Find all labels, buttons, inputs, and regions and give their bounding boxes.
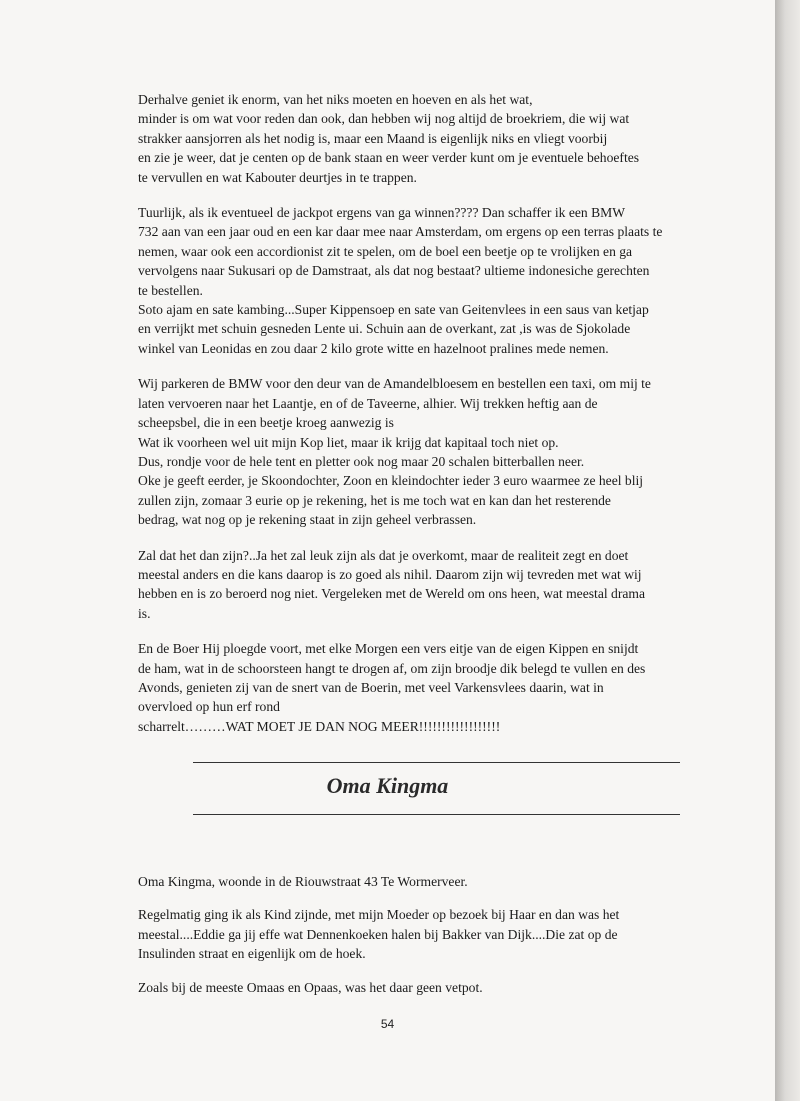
text-line: Dus, rondje voor de hele tent en pletter ook nog maar 20 schalen bitterballen neer. bbox=[138, 453, 585, 469]
text-line: Derhalve geniet ik enorm, van het niks moeten en hoeven en als het wat, bbox=[138, 92, 533, 107]
text-line: de ham, wat in de schoorsteen hangt te drogen af, om zijn broodje dik belegd te vullen en des bbox=[138, 660, 646, 676]
text-line: Wij parkeren de BMW voor den deur van de Amandelbloesem en bestellen een taxi, om mij te bbox=[138, 376, 651, 392]
text-line: Zal dat het dan zijn?..Ja het zal leuk zijn als dat je overkomt, maar de realiteit zegt en doet bbox=[138, 547, 629, 563]
text-line: Regelmatig ging ik als Kind zijnde, met mijn Moeder op bezoek bij Haar en dan was het bbox=[138, 907, 620, 923]
text-line: En de Boer Hij ploegde voort, met elke Morgen een vers eitje van de eigen Kippen en snijdt bbox=[138, 641, 639, 657]
text-line: scharrelt………WAT MOET JE DAN NOG MEER!!!!!!!!!!!!!!!!!! bbox=[138, 718, 501, 734]
page-edge-shadow bbox=[775, 0, 800, 1101]
text-line: Avonds, genieten zij van de snert van de Boerin, met veel Varkensvlees daarin, wat in bbox=[138, 679, 604, 695]
paragraph bbox=[138, 374, 698, 529]
body-text bbox=[138, 90, 698, 752]
text-line: te bestellen. bbox=[138, 282, 203, 298]
text-line: Oma Kingma, woonde in de Riouwstraat 43 Te Wormerveer. bbox=[138, 874, 468, 889]
text-line: vervolgens naar Sukusari op de Damstraat, als dat nog bestaat? ultieme indonesiche gerechten bbox=[138, 263, 650, 279]
paragraph bbox=[138, 905, 698, 963]
text-line: en zie je weer, dat je centen op de bank staan en weer verder kunt om je eventuele behoeftes bbox=[138, 150, 640, 166]
text-line: meestal....Eddie ga jij effe wat Dennenkoeken halen bij Bakker van Dijk....Die zat op de bbox=[138, 926, 618, 942]
paragraph bbox=[138, 639, 698, 736]
section-title: Oma Kingma bbox=[326, 773, 449, 798]
page-number: 54 bbox=[380, 1017, 395, 1031]
text-line: Soto ajam en sate kambing...Super Kippensoep en sate van Geitenvlees in een saus van ketjap bbox=[138, 302, 649, 318]
paragraph bbox=[138, 872, 698, 891]
text-line: nemen, waar ook een accordionist zit te spelen, om de boel een beetje op te vrolijken en ga bbox=[138, 243, 633, 259]
text-line: bedrag, wat nog op je rekening staat in zijn geheel verbrassen. bbox=[138, 512, 477, 528]
paragraph bbox=[138, 978, 698, 997]
text-line: overvloed op hun erf rond bbox=[138, 699, 280, 715]
text-line: minder is om wat voor reden dan ook, dan hebben wij nog altijd de broekriem, die wij wat bbox=[138, 111, 630, 127]
text-line: zullen zijn, zomaar 3 eurie op je rekening, het is me toch wat en kan dan het resterende bbox=[138, 492, 611, 508]
text-line: is. bbox=[138, 605, 151, 621]
text-line: strakker aansjorren als het nodig is, maar een Maand is eigenlijk niks en vliegt voorbij bbox=[138, 130, 608, 146]
text-line: 732 aan van een jaar oud en een kar daar mee naar Amsterdam, om ergens op een terras plaats te bbox=[138, 224, 663, 240]
paragraph bbox=[138, 203, 698, 358]
text-line: meestal anders en die kans daarop is zo goed als nihil. Daarom zijn wij tevreden met wat wij bbox=[138, 566, 642, 582]
text-line: Insulinden straat en eigenlijk om de hoek. bbox=[138, 946, 366, 962]
text-line: scheepsbel, die in een beetje kroeg aanwezig is bbox=[138, 415, 394, 431]
text-line: hebben en is zo beroerd nog niet. Vergeleken met de Wereld om ons heen, wat meestal drama bbox=[138, 586, 645, 602]
text-line: Zoals bij de meeste Omaas en Opaas, was het daar geen vetpot. bbox=[138, 979, 483, 995]
divider-top bbox=[193, 762, 680, 763]
divider-bottom bbox=[193, 814, 680, 815]
text-line: Wat ik voorheen wel uit mijn Kop liet, maar ik krijg dat kapitaal toch niet op. bbox=[138, 434, 559, 450]
text-line: Oke je geeft eerder, je Skoondochter, Zoon en kleindochter ieder 3 euro waarmee ze heel blij bbox=[138, 473, 644, 489]
text-line: laten vervoeren naar het Laantje, en of de Taveerne, alhier. Wij trekken heftig aan de bbox=[138, 395, 598, 411]
paragraph bbox=[138, 90, 698, 187]
paragraph bbox=[138, 546, 698, 624]
text-line: Tuurlijk, als ik eventueel de jackpot ergens van ga winnen???? Dan schaffer ik een BMW bbox=[138, 205, 626, 221]
text-line: te vervullen en wat Kabouter deurtjes in te trappen. bbox=[138, 169, 417, 185]
text-line: winkel van Leonidas en zou daar 2 kilo grote witte en hazelnoot pralines mede nemen. bbox=[138, 340, 609, 356]
section-text bbox=[138, 872, 698, 1011]
text-line: en verrijkt met schuin gesneden Lente ui. Schuin aan de overkant, zat ,is was de Sjokolade bbox=[138, 321, 631, 337]
